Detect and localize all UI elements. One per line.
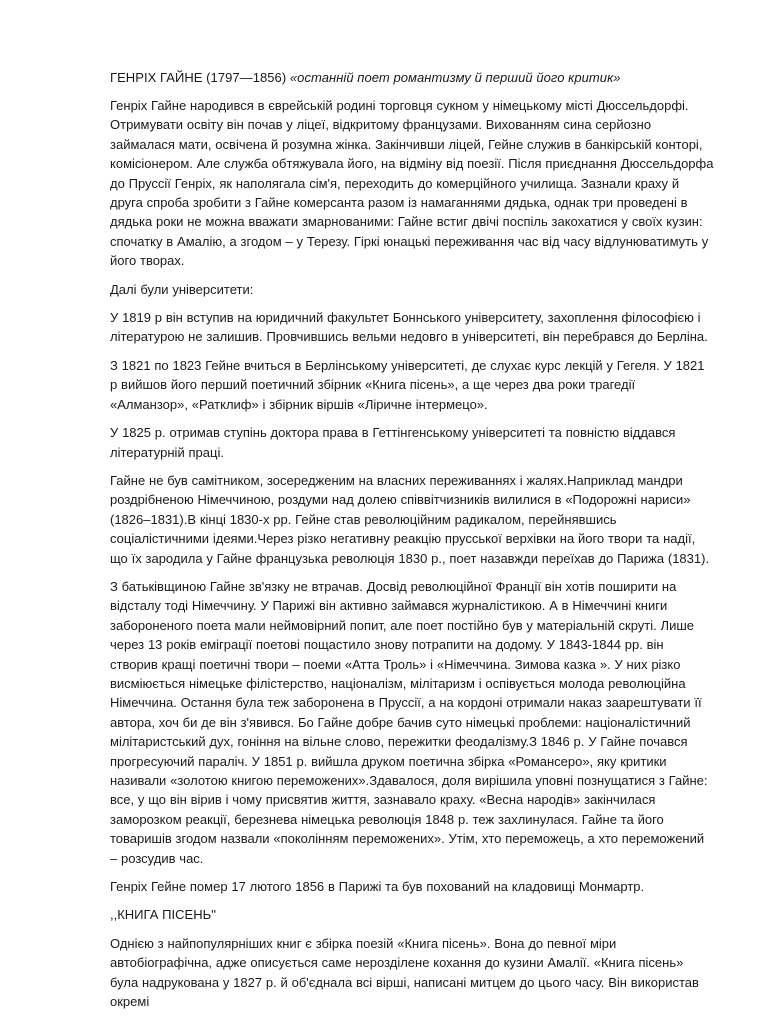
heading-subtitle: «останній поет романтизму й перший його критик» xyxy=(289,70,621,85)
paragraph-paris: З батьківщиною Гайне зв'язку не втрачав. Досвід революційної Франції він хотів поширити на відсталу тоді Німеччину. У Парижі він активно займався журналістикою. А в Німеччині книги забороненого поета мали неймовірний попит, але поет постійно був у матеріальній скруті. Лише через 13 років еміграції поетові пощастило знову потрапити на додому. У 1843-1844 рр. він створив кращі поетичні твори – поеми «Атта Троль» і «Німеччина. Зимова казка ». У них різко висміюється німецьке філістерство, націоналізм, мілітаризм і оспівується молода революційна Німеччина. Остання була теж заборонена в Пруссії, а на кордоні отримали наказ заарештувати її автора, хоч би де він з'явився. Бо Гайне добре бачив суто німецькі проблеми: націоналістичний мілітаристський дух, гоніння на вільне слово, пережитки феодалізму.З 1846 р. У Гайне почався прогресуючий параліч. У 1851 р. вийшла друком поетична збірка «Романсеро», яку критики називали «золотою книгою переможених».Здавалося, доля вирішила уповні познущатися з Гайне: все, у що він вірив і чому присвятив життя, зазнавало краху. «Весна народів» закінчилася заморозком реакції, березнева німецька революція 1848 р. теж захлинулася. Гайне та його товаришів згодом назвали «поколінням переможених». Утім, хто переможець, а хто переможений – розсудив час. xyxy=(110,578,708,866)
document-heading xyxy=(110,68,715,87)
paragraph-travels: Гайне не був самітником, зосередженим на власних переживаннях і жалях.Наприклад мандри роздрібненою Німеччиною, роздуми над долею співвітчизників вилилися в «Подорожні нариси» (1826–1831).В кінці 1830-х рр. Гейне став революційним радикалом, перейнявшись соціалістичними ідеями.Через різко негативну реакцію прусської верхівки на його твори та надії, що їх зародила у Гайне французька революція 1830 р., поет назавжди переїхав до Парижа (1831). xyxy=(110,472,710,566)
paragraph-book-of-songs: Однією з найпопулярніших книг є збірка поезій «Книга пісень». Вона до певної міри автобіографічна, адже описується саме нерозділене кохання до кузини Амалії. «Книга пісень» була надрукована у 1827 р. й об'єднала всі вірші, написані митцем до цього часу. Він використав окремі xyxy=(110,935,699,1010)
paragraph-bonn: У 1819 р він вступив на юридичний факультет Боннського університету, захоплення філософією і літературою не залишив. Провчившись вельми недовго в університеті, він перебрався до Берліна. xyxy=(110,310,708,345)
section-title: ,,КНИГА ПІСЕНЬ'' xyxy=(110,907,217,923)
heading-name: ГЕНРІХ ГАЙНЕ (1797—1856) xyxy=(110,70,287,85)
paragraph-death: Генріх Гейне помер 17 лютого 1856 в Парижі та був похований на кладовищі Монмартр. xyxy=(110,879,645,895)
paragraph-doctorate: У 1825 р. отримав ступінь доктора права в Геттінгенському університеті та повністю віддався літературній праці. xyxy=(110,425,676,460)
paragraph-universities-intro: Далі були університети: xyxy=(110,281,254,297)
paragraph-berlin: З 1821 по 1823 Гейне вчиться в Берлінському університеті, де слухає курс лекцій у Гегеля. У 1821 р вийшов його перший поетичний збірник «Книга пісень», а ще через два роки трагедії «Алманзор», «Ратклиф» і збірник віршів «Ліричне інтермецо». xyxy=(110,357,705,412)
document-page xyxy=(110,68,715,1020)
paragraph-biography: Генріх Гайне народився в єврейській родині торговця сукном у німецькому місті Дюссельдорфі. Отримувати освіту він почав у ліцеї, відкритому французами. Вихованням сина серйозно займалася мати, освічена й розумна жінка. Закінчивши ліцей, Гейне служив в банкірській конторі, комісіонером. Але служба обтяжувала його, на відміну від поезії. Після приєднання Дюссельдорфа до Пруссії Генріх, як наполягала сім'я, переходить до комерційного училища. Зазнали краху й друга спроба зробити з Гайне комерсанта разом із намаганнями дядька, однак три проведені в дядька роки не можна вважати змарнованими: Гайне встиг двічі поспіль закохатися у своїх кузин: спочатку в Амалію, а згодом – у Терезу. Гіркі юнацькі переживання час від часу відлунюватимуть у його творах. xyxy=(110,98,714,269)
